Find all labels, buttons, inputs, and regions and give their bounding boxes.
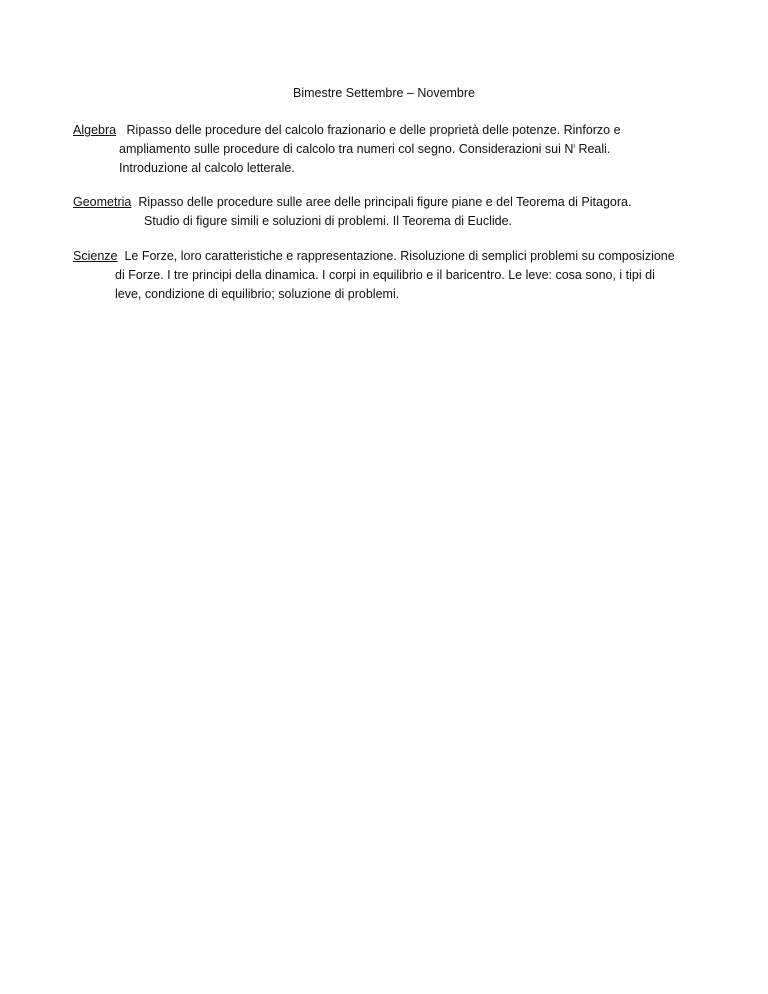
section-algebra — [73, 121, 621, 178]
scienze-label: Scienze — [73, 249, 118, 263]
scienze-text-line-3: leve, condizione di equilibrio; soluzione di problemi. — [115, 287, 400, 301]
scienze-text-line-2: di Forze. I tre principi della dinamica. I corpi in equilibrio e il baricentro. Le leve: cosa sono, i tipi di — [115, 268, 655, 282]
section-geometria — [73, 193, 631, 231]
scienze-text-line-1: Le Forze, loro caratteristiche e rappresentazione. Risoluzione di semplici problemi su composizione — [124, 249, 675, 263]
section-scienze — [73, 247, 675, 304]
document-title: Bimestre Settembre – Novembre — [292, 86, 475, 100]
geometria-first-line — [73, 193, 631, 212]
scienze-first-line — [73, 247, 675, 266]
geometria-label: Geometria — [73, 195, 132, 209]
algebra-label: Algebra — [73, 123, 117, 137]
algebra-text-line-3: Introduzione al calcolo letterale. — [119, 161, 295, 175]
algebra-text-line-2a: ampliamento sulle procedure di calcolo tra numeri col segno. Considerazioni sui N — [119, 142, 574, 156]
algebra-text-line-2 — [73, 140, 621, 159]
geometria-text-line-2: Studio di figure simili e soluzioni di problemi. Il Teorema di Euclide. — [144, 214, 512, 228]
geometria-text-line-1: Ripasso delle procedure sulle aree delle principali figure piane e del Teorema di Pitagora. — [138, 195, 632, 209]
algebra-text-line-1: Ripasso delle procedure del calcolo frazionario e delle proprietà delle potenze. Rinforzo e — [126, 123, 621, 137]
algebra-text-line-2b: Reali. — [574, 142, 611, 156]
algebra-superscript: i — [573, 142, 575, 150]
algebra-first-line — [73, 121, 621, 140]
